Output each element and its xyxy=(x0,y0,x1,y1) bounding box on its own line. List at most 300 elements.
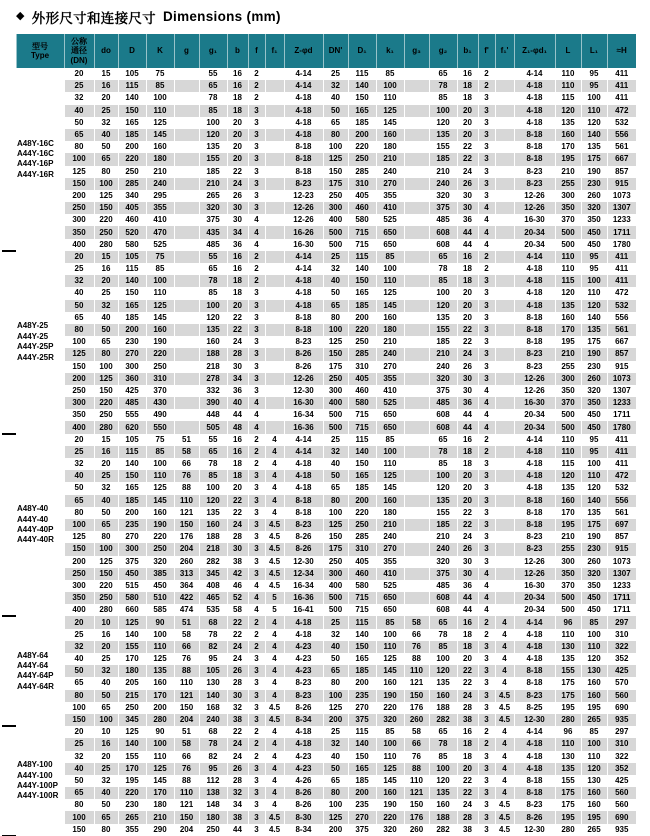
dimension-cell: 4-23 xyxy=(284,641,323,653)
dimension-cell: 4-14 xyxy=(284,68,323,80)
dimension-cell: 4-14 xyxy=(284,263,323,275)
page-title xyxy=(16,8,644,25)
dimension-cell xyxy=(404,458,429,470)
dimension-cell: 65 xyxy=(323,482,348,494)
model-group xyxy=(2,616,636,726)
dimension-cell: 12-34 xyxy=(284,568,323,580)
dimension-cell: 715 xyxy=(348,604,376,616)
table-row xyxy=(2,568,636,580)
dimension-cell: 40 xyxy=(94,677,118,689)
dimension-cell: 30 xyxy=(457,568,478,580)
dimension-cell: 500 xyxy=(555,604,581,616)
dimension-cell xyxy=(495,604,514,616)
dimension-cell: 100 xyxy=(429,653,457,665)
dimension-cell: 3 xyxy=(478,190,495,202)
dimension-cell: 570 xyxy=(607,677,636,689)
dimension-cell: 3 xyxy=(478,714,495,726)
dimension-cell: 4-18 xyxy=(514,117,555,129)
dimension-cell: 375 xyxy=(429,202,457,214)
dimension-cell: 3 xyxy=(248,117,265,129)
dimension-cell: 36 xyxy=(227,239,248,251)
dimension-cell: 220 xyxy=(348,507,376,519)
dimension-cell: 4-18 xyxy=(284,92,323,104)
dimension-cell: 320 xyxy=(581,202,607,214)
dimension-cell: 80 xyxy=(64,324,94,336)
dimension-cell: 411 xyxy=(607,80,636,92)
dimension-cell: 350 xyxy=(64,226,94,238)
dimension-cell xyxy=(495,214,514,226)
table-row xyxy=(2,531,636,543)
dimension-cell: 285 xyxy=(348,348,376,360)
dimension-cell: 50 xyxy=(94,799,118,811)
dimension-cell: 24 xyxy=(457,690,478,702)
dimension-cell: 82 xyxy=(199,751,227,763)
dimension-cell: 95 xyxy=(581,80,607,92)
column-header: Z₁-φd₁ xyxy=(514,34,555,68)
dimension-cell: 110 xyxy=(555,68,581,80)
dimension-cell: 160 xyxy=(146,141,174,153)
dimension-cell: 95 xyxy=(199,763,227,775)
dimension-cell: 250 xyxy=(199,824,227,836)
dimension-cell: 165 xyxy=(348,763,376,775)
dimension-cell: 110 xyxy=(376,275,404,287)
dimension-cell: 80 xyxy=(323,312,348,324)
dimension-cell xyxy=(404,300,429,312)
dimension-cell: 100 xyxy=(429,470,457,482)
dimension-cell xyxy=(404,166,429,178)
dimension-cell: 4 xyxy=(495,641,514,653)
dimension-cell: 85 xyxy=(146,263,174,275)
gutter-spacer xyxy=(2,34,16,68)
dimension-cell: 200 xyxy=(64,190,94,202)
dimension-cell: 400 xyxy=(64,604,94,616)
dimension-cell xyxy=(174,287,199,299)
dimension-cell: 20-34 xyxy=(514,409,555,421)
dimension-cell: 220 xyxy=(146,348,174,360)
dimension-cell: 20 xyxy=(94,92,118,104)
dimension-cell: 115 xyxy=(348,68,376,80)
dimension-cell: 4 xyxy=(265,751,284,763)
table-row xyxy=(2,519,636,531)
dimension-cell: 65 xyxy=(323,117,348,129)
dimension-cell xyxy=(174,141,199,153)
dimension-cell: 115 xyxy=(348,616,376,628)
dimension-cell: 20 xyxy=(457,287,478,299)
dimension-cell: 4 xyxy=(265,629,284,641)
dimension-cell: 175 xyxy=(555,677,581,689)
dimension-cell: 30 xyxy=(457,556,478,568)
dimension-cell: 28 xyxy=(227,677,248,689)
dimension-cell: 300 xyxy=(64,214,94,226)
dimension-cell: 3 xyxy=(248,665,265,677)
dimension-cell: 165 xyxy=(118,117,146,129)
dimension-cell: 3 xyxy=(478,519,495,531)
dimension-cell: 78 xyxy=(429,263,457,275)
dimension-cell: 78 xyxy=(199,629,227,641)
dimension-cell: 95 xyxy=(581,251,607,263)
dimension-cell: 500 xyxy=(323,239,348,251)
dimension-cell: 185 xyxy=(429,336,457,348)
dimension-cell: 76 xyxy=(174,470,199,482)
dimension-cell: 55 xyxy=(199,434,227,446)
dimension-cell: 175 xyxy=(323,178,348,190)
dimension-cell: 690 xyxy=(607,702,636,714)
dimension-cell: 22 xyxy=(457,141,478,153)
dimension-cell: 121 xyxy=(174,799,199,811)
dimension-cell: 20-34 xyxy=(514,604,555,616)
dimension-cell: 32 xyxy=(323,738,348,750)
dimension-cell: 322 xyxy=(607,641,636,653)
dimension-cell: 38 xyxy=(227,811,248,823)
dimension-cell: 715 xyxy=(348,239,376,251)
dimension-cell: 20 xyxy=(64,434,94,446)
dimension-cell xyxy=(404,251,429,263)
dimension-cell: 50 xyxy=(64,665,94,677)
dimension-cell: 520 xyxy=(118,226,146,238)
dimension-cell: 100 xyxy=(94,543,118,555)
dimension-cell: 120 xyxy=(429,665,457,677)
table-row xyxy=(2,287,636,299)
dimension-cell: 180 xyxy=(376,141,404,153)
dimension-cell xyxy=(265,117,284,129)
dimension-cell: 667 xyxy=(607,153,636,165)
dimension-cell: 650 xyxy=(376,421,404,433)
dimension-cell: 355 xyxy=(146,202,174,214)
dimension-cell: 270 xyxy=(118,348,146,360)
dimension-cell: 16 xyxy=(227,446,248,458)
dimensions-table xyxy=(2,34,636,836)
dimension-cell: 8-18 xyxy=(514,677,555,689)
dimension-cell: 100 xyxy=(146,92,174,104)
dimension-cell: 4.5 xyxy=(265,824,284,836)
dimension-cell: 240 xyxy=(376,531,404,543)
dimension-cell: 555 xyxy=(118,409,146,421)
dimension-cell: 185 xyxy=(429,153,457,165)
dimension-cell: 145 xyxy=(146,495,174,507)
dimension-cell: 4 xyxy=(495,751,514,763)
dimension-cell: 195 xyxy=(581,811,607,823)
dimension-cell: 4 xyxy=(248,214,265,226)
dimension-cell xyxy=(174,312,199,324)
dimension-cell: 65 xyxy=(429,68,457,80)
dimension-cell xyxy=(495,251,514,263)
dimension-cell: 3 xyxy=(478,824,495,836)
dimension-cell: 148 xyxy=(199,799,227,811)
dimension-cell: 4-23 xyxy=(284,665,323,677)
dimension-cell: 85 xyxy=(429,751,457,763)
dimension-cell: 18 xyxy=(227,275,248,287)
dimension-cell: 110 xyxy=(376,92,404,104)
dimension-cell xyxy=(265,129,284,141)
dimension-cell: 50 xyxy=(94,324,118,336)
dimension-cell: 12-23 xyxy=(284,190,323,202)
dimension-cell: 65 xyxy=(429,434,457,446)
dimension-cell: 32 xyxy=(94,117,118,129)
dimension-cell: 8-18 xyxy=(284,141,323,153)
dimension-cell: 155 xyxy=(429,507,457,519)
column-header: Z-φd xyxy=(284,34,323,68)
dimension-cell: 85 xyxy=(146,446,174,458)
dimension-cell xyxy=(404,580,429,592)
model-type-label: A48Y-100 A44Y-100 A44Y-100P A44Y-100R xyxy=(16,726,64,836)
dimension-cell: 350 xyxy=(64,592,94,604)
dimension-cell: 310 xyxy=(348,361,376,373)
dimension-cell: 20-34 xyxy=(514,421,555,433)
dimension-cell: 85 xyxy=(376,726,404,738)
dimension-cell: 85 xyxy=(376,434,404,446)
dimension-cell: 310 xyxy=(607,738,636,750)
dimension-cell: 30 xyxy=(227,202,248,214)
dimension-cell: 20-34 xyxy=(514,239,555,251)
dimension-cell: 270 xyxy=(376,543,404,555)
dimension-cell: 12-26 xyxy=(284,214,323,226)
dimension-cell: 3 xyxy=(478,775,495,787)
dimension-cell xyxy=(174,92,199,104)
dimension-cell: 352 xyxy=(607,653,636,665)
dimension-cell: 80 xyxy=(64,141,94,153)
dimension-cell xyxy=(404,287,429,299)
dimension-cell: 4 xyxy=(478,226,495,238)
dimension-cell: 100 xyxy=(64,519,94,531)
dimension-cell: 188 xyxy=(429,702,457,714)
dimension-cell: 50 xyxy=(323,653,348,665)
dimension-cell: 4-18 xyxy=(514,263,555,275)
dimension-cell: 280 xyxy=(555,824,581,836)
dimension-cell xyxy=(404,409,429,421)
dimension-cell: 120 xyxy=(199,495,227,507)
dimension-cell: 3 xyxy=(248,324,265,336)
dimension-cell: 450 xyxy=(581,409,607,421)
dimension-cell: 190 xyxy=(581,531,607,543)
dimension-cell: 250 xyxy=(146,361,174,373)
dimension-cell: 58 xyxy=(404,616,429,628)
dimension-cell: 218 xyxy=(199,361,227,373)
table-row xyxy=(2,239,636,251)
dimension-cell: 3 xyxy=(478,641,495,653)
dimension-cell: 210 xyxy=(429,348,457,360)
dimension-cell: 4-18 xyxy=(514,275,555,287)
dimension-cell: 8-26 xyxy=(284,361,323,373)
dimension-cell: 100 xyxy=(199,117,227,129)
table-row xyxy=(2,251,636,263)
dimension-cell: 4 xyxy=(478,604,495,616)
dimension-cell: 4-18 xyxy=(284,470,323,482)
dimension-cell: 180 xyxy=(146,799,174,811)
dimension-cell: 8-18 xyxy=(514,507,555,519)
dimension-cell: 140 xyxy=(348,80,376,92)
dimension-cell: 500 xyxy=(555,409,581,421)
dimension-cell: 3 xyxy=(248,702,265,714)
dimension-cell xyxy=(265,166,284,178)
dimension-cell: 608 xyxy=(429,239,457,251)
dimension-cell: 8-18 xyxy=(514,495,555,507)
dimension-cell: 715 xyxy=(348,226,376,238)
dimension-cell: 525 xyxy=(146,239,174,251)
dimension-cell: 130 xyxy=(581,775,607,787)
dimension-cell: 4 xyxy=(265,458,284,470)
dimension-cell: 12-30 xyxy=(514,824,555,836)
dimension-cell: 32 xyxy=(323,446,348,458)
dimension-cell: 3 xyxy=(248,190,265,202)
dimension-cell: 4 xyxy=(495,653,514,665)
dimension-cell: 100 xyxy=(199,300,227,312)
dimension-cell: 235 xyxy=(348,799,376,811)
dimension-cell: 150 xyxy=(404,690,429,702)
dimension-cell: 400 xyxy=(323,580,348,592)
dimension-cell: 66 xyxy=(174,458,199,470)
dimension-cell: 12-26 xyxy=(514,568,555,580)
table-row xyxy=(2,263,636,275)
dimension-cell: 44 xyxy=(457,226,478,238)
dimension-cell: 1780 xyxy=(607,239,636,251)
dimension-cell: 3 xyxy=(478,105,495,117)
dimension-cell: 145 xyxy=(146,312,174,324)
dimension-cell: 110 xyxy=(404,665,429,677)
dimension-cell: 180 xyxy=(118,665,146,677)
dimension-cell: 8-18 xyxy=(514,141,555,153)
dimension-cell: 4-18 xyxy=(514,92,555,104)
dimension-cell: 121 xyxy=(174,507,199,519)
dimension-cell: 4 xyxy=(265,495,284,507)
dimension-cell: 370 xyxy=(555,397,581,409)
dimension-cell: 8-34 xyxy=(284,824,323,836)
dimension-cell: 185 xyxy=(118,312,146,324)
dimension-cell: 75 xyxy=(146,68,174,80)
dimension-cell: 580 xyxy=(348,580,376,592)
dimension-cell: 4-18 xyxy=(514,763,555,775)
dimension-cell: 78 xyxy=(429,80,457,92)
dimension-cell: 220 xyxy=(94,214,118,226)
dimension-cell: 16-41 xyxy=(284,604,323,616)
dimension-cell: 140 xyxy=(118,458,146,470)
dimension-cell: 4-18 xyxy=(284,726,323,738)
dimension-cell: 150 xyxy=(94,568,118,580)
dimension-cell: 18 xyxy=(457,458,478,470)
dimension-cell: 16 xyxy=(227,263,248,275)
dimension-cell: 170 xyxy=(118,653,146,665)
dimension-cell: 8-23 xyxy=(514,690,555,702)
dimension-cell: 210 xyxy=(146,811,174,823)
dimension-cell: 4 xyxy=(248,239,265,251)
dimension-cell: 100 xyxy=(376,263,404,275)
dimension-cell: 160 xyxy=(581,677,607,689)
dimension-cell: 3 xyxy=(478,92,495,104)
dimension-cell: 1233 xyxy=(607,214,636,226)
dimension-cell: 210 xyxy=(376,153,404,165)
dimension-cell: 140 xyxy=(118,738,146,750)
dimension-cell: 2 xyxy=(478,263,495,275)
dimension-cell: 65 xyxy=(94,336,118,348)
dimension-cell: 16 xyxy=(457,68,478,80)
dimension-cell: 3 xyxy=(478,458,495,470)
model-type-label: A48Y-40 A44Y-40 A44Y-40P A44Y-40R xyxy=(16,434,64,617)
dimension-cell xyxy=(495,141,514,153)
dimension-cell: 204 xyxy=(174,543,199,555)
dimension-cell: 170 xyxy=(555,507,581,519)
dimension-cell: 110 xyxy=(555,629,581,641)
dimension-cell xyxy=(265,178,284,190)
dimension-cell xyxy=(495,68,514,80)
dimension-cell xyxy=(404,568,429,580)
dimension-cell: 190 xyxy=(146,336,174,348)
dimension-cell: 150 xyxy=(348,751,376,763)
dimension-cell: 320 xyxy=(376,714,404,726)
model-group xyxy=(2,68,636,251)
dimension-cell: 22 xyxy=(457,787,478,799)
dimension-cell: 20 xyxy=(64,251,94,263)
dimension-cell: 220 xyxy=(348,324,376,336)
dimension-cell: 100 xyxy=(581,458,607,470)
dimension-cell xyxy=(404,92,429,104)
dimension-cell: 20-34 xyxy=(514,592,555,604)
dimension-cell: 65 xyxy=(199,263,227,275)
table-row xyxy=(2,629,636,641)
dimension-cell: 3 xyxy=(248,568,265,580)
dimension-cell: 16 xyxy=(457,434,478,446)
dimension-cell: 44 xyxy=(457,604,478,616)
dimension-cell xyxy=(495,105,514,117)
dimension-cell: 4-14 xyxy=(514,434,555,446)
dimension-cell xyxy=(265,409,284,421)
dimension-cell: 20 xyxy=(227,153,248,165)
dimension-cell: 4-18 xyxy=(284,300,323,312)
dimension-cell xyxy=(174,348,199,360)
dimension-cell: 4-26 xyxy=(284,775,323,787)
dimension-cell: 25 xyxy=(323,616,348,628)
dimension-cell: 48 xyxy=(227,421,248,433)
dimension-cell: 155 xyxy=(429,324,457,336)
dimension-cell: 3 xyxy=(478,751,495,763)
dimension-cell: 16 xyxy=(94,629,118,641)
table-row xyxy=(2,409,636,421)
dimension-cell: 140 xyxy=(199,690,227,702)
dimension-cell: 190 xyxy=(146,519,174,531)
table-row xyxy=(2,738,636,750)
dimension-cell: 8-18 xyxy=(284,153,323,165)
dimension-cell: 65 xyxy=(323,775,348,787)
dimension-cell: 30 xyxy=(227,361,248,373)
dimension-cell: 25 xyxy=(64,446,94,458)
dimension-cell: 30 xyxy=(227,690,248,702)
dimension-cell: 85 xyxy=(581,616,607,628)
dimension-cell: 110 xyxy=(404,775,429,787)
dimension-cell: 4 xyxy=(248,580,265,592)
dimension-cell: 2 xyxy=(248,616,265,628)
dimension-cell: 160 xyxy=(376,787,404,799)
dimension-cell: 32 xyxy=(323,80,348,92)
model-group xyxy=(2,726,636,836)
dimension-cell: 3 xyxy=(478,543,495,555)
dimension-cell: 2 xyxy=(248,251,265,263)
dimension-cell: 1307 xyxy=(607,202,636,214)
dimension-cell: 3 xyxy=(248,495,265,507)
model-group xyxy=(2,434,636,617)
dimension-cell: 355 xyxy=(376,190,404,202)
dimension-cell: 65 xyxy=(64,129,94,141)
dimension-cell: 4 xyxy=(265,434,284,446)
table-row xyxy=(2,178,636,190)
dimension-cell: 300 xyxy=(555,373,581,385)
dimension-cell: 8-18 xyxy=(514,519,555,531)
dimension-cell: 125 xyxy=(64,531,94,543)
dimension-cell: 300 xyxy=(118,361,146,373)
dimension-cell: 620 xyxy=(118,421,146,433)
dimension-cell: 42 xyxy=(227,568,248,580)
dimension-cell: 285 xyxy=(348,531,376,543)
dimension-cell: 85 xyxy=(199,470,227,482)
dimension-cell: 4-14 xyxy=(284,446,323,458)
dimension-cell: 100 xyxy=(94,714,118,726)
